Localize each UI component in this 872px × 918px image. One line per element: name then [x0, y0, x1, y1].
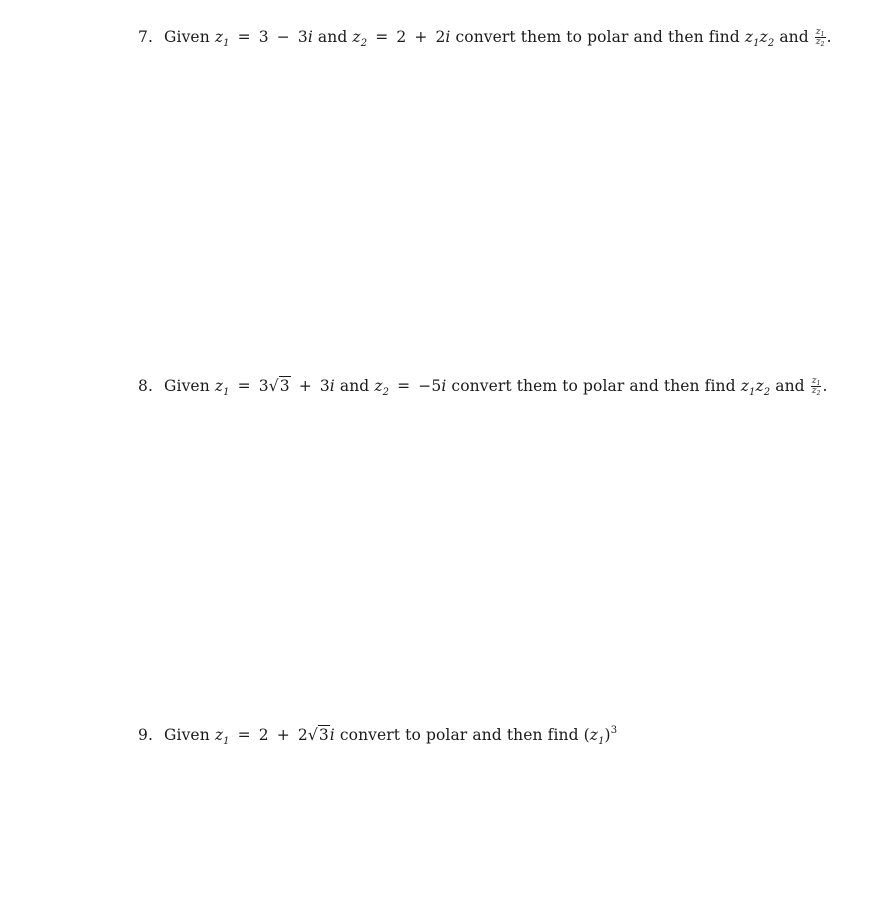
var-z1: $z_1$ — [214, 377, 230, 398]
coefficient: 2 — [297, 726, 308, 744]
given-word: Given — [164, 377, 210, 395]
var-z1: $z_1$ — [214, 726, 230, 747]
instruction-text: convert to polar and then find — [339, 726, 579, 744]
real-part: 2 — [258, 726, 269, 744]
instruction-text: convert them to polar and then find — [451, 377, 736, 395]
period: . — [826, 28, 832, 46]
problem-number: 9. — [138, 726, 153, 744]
and-word: and — [775, 377, 805, 395]
and-word: and — [339, 377, 370, 395]
equals-sign: = — [237, 377, 251, 395]
problem-number: 7. — [138, 28, 153, 46]
product-z1z2: $z_1z_2$ — [744, 28, 775, 49]
imaginary-unit: i — [329, 726, 335, 744]
plus-sign: + — [414, 28, 428, 46]
var-z2: $z_2$ — [352, 28, 368, 49]
plus-sign: + — [276, 726, 290, 744]
real-part: 3 — [258, 28, 269, 46]
problem-8 — [138, 376, 828, 397]
equals-sign: = — [237, 28, 251, 46]
and-word: and — [779, 28, 809, 46]
var-z1: $z_1$ — [214, 28, 230, 49]
power-expression: $(z_1)^3$ — [583, 725, 618, 747]
given-word: Given — [164, 726, 210, 744]
square-root: √3 — [307, 726, 329, 744]
real-part: 2 — [396, 28, 407, 46]
quotient-z1-over-z2: $\frac{z_1}{z_2}$ — [811, 375, 821, 397]
plus-sign: + — [298, 377, 312, 395]
coefficient: 3 — [258, 377, 269, 395]
var-z2: $z_2$ — [374, 377, 390, 398]
instruction-text: convert them to polar and then find — [455, 28, 740, 46]
problem-number: 8. — [138, 377, 153, 395]
quotient-z1-over-z2: $\frac{z_1}{z_2}$ — [815, 26, 825, 48]
square-root: √3 — [268, 377, 290, 395]
minus-sign: − — [276, 28, 290, 46]
period: . — [822, 377, 828, 395]
imag-coef: 3i — [319, 377, 335, 395]
imag-coef: 3i — [297, 28, 313, 46]
imag-coef: −5i — [418, 377, 447, 395]
and-word: and — [317, 28, 348, 46]
problem-9 — [138, 725, 617, 745]
equals-sign: = — [375, 28, 389, 46]
problem-7 — [138, 27, 832, 48]
imag-coef: 2i — [435, 28, 451, 46]
equals-sign: = — [237, 726, 251, 744]
given-word: Given — [164, 28, 210, 46]
product-z1z2: $z_1z_2$ — [740, 377, 771, 398]
equals-sign: = — [397, 377, 411, 395]
